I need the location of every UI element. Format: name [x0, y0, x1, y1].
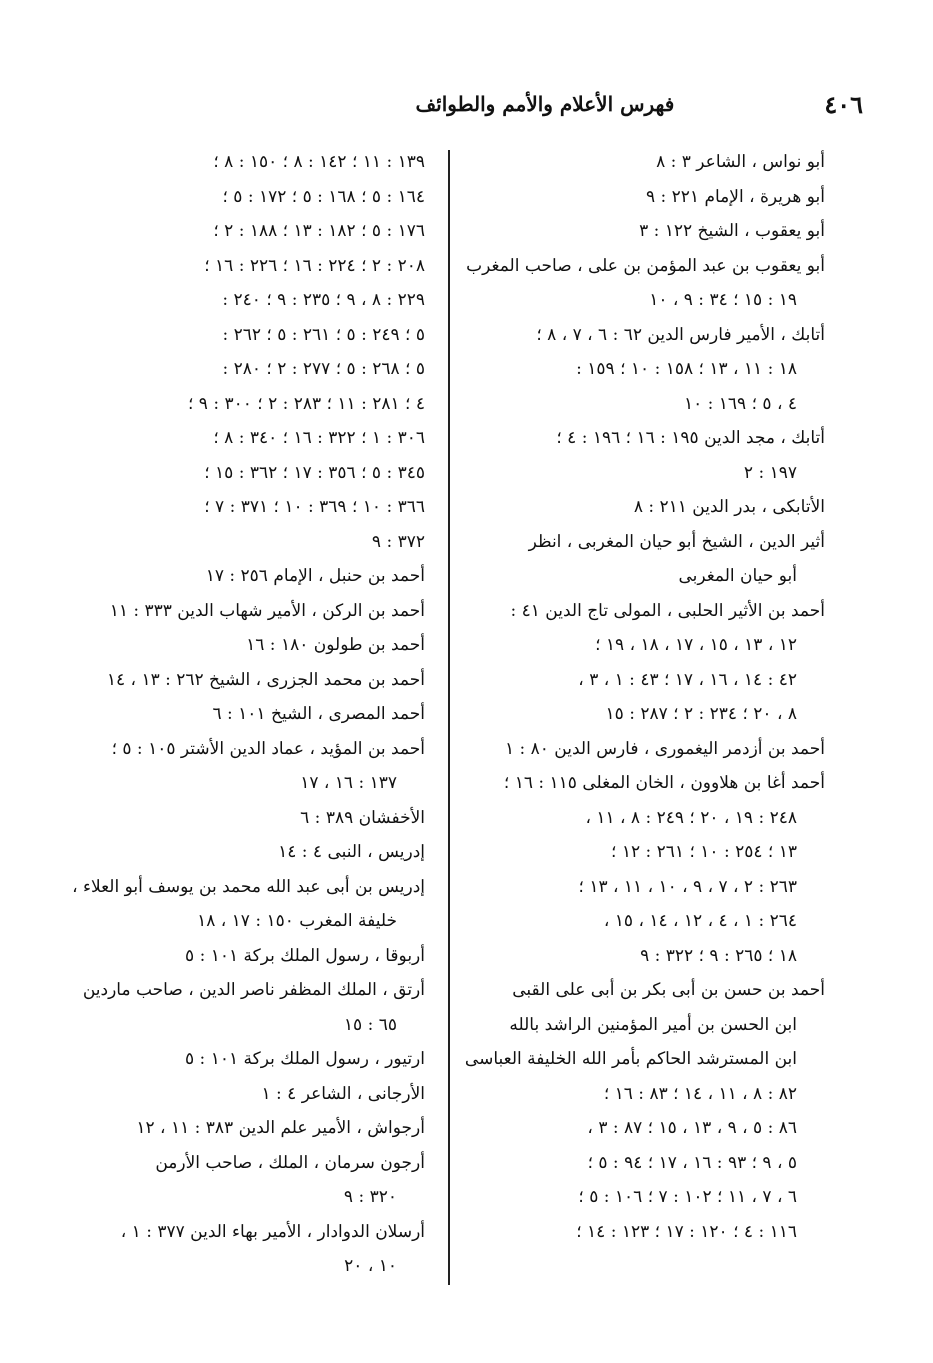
- index-entry-line: ٨٢ : ٨ ، ١١ ، ١٤ ؛ ٨٣ : ١٦ ؛: [603, 1083, 797, 1104]
- index-entry-line: ١٠ ، ٢٠: [344, 1256, 397, 1276]
- index-entry-line: إدريس بن أبى عبد الله محمد بن يوسف أبو العلاء ،: [72, 876, 425, 897]
- index-entry-line: ابن المسترشد الحاكم بأمر الله الخليفة العباسى: [465, 1049, 797, 1069]
- index-entry-line: ٢٦٤ : ١ ، ٤ ، ١٢ ، ١٤ ، ١٥ ،: [603, 911, 797, 931]
- index-entry-line: الأخفشان ٣٨٩ : ٦: [300, 807, 425, 828]
- index-column-left: [65, 145, 425, 1284]
- index-entry-line: ١٢ ، ١٣ ، ١٥ ، ١٧ ، ١٨ ، ١٩ ؛: [595, 635, 797, 655]
- index-entry-line: أحمد بن طولون ١٨٠ : ١٦: [246, 635, 425, 655]
- index-entry-line: أحمد بن الركن ، الأمير شهاب الدين ٣٣٣ : ١١: [109, 600, 425, 621]
- index-entry-line: ٣٧٢ : ٩: [371, 531, 425, 552]
- index-entry-line: أبو يعقوب ، الشيخ ١٢٢ : ٣: [639, 221, 825, 241]
- index-entry-line: ١١٦ : ٤ ؛ ١٢٠ : ١٧ ؛ ١٢٣ : ١٤ ؛: [576, 1221, 797, 1242]
- index-entry-line: أربوقا ، رسول الملك بركة ١٠١ : ٥: [185, 945, 425, 966]
- page-number: ٤٠٦: [824, 89, 863, 119]
- index-entry-line: أبو نواس ، الشاعر ٣ : ٨: [656, 152, 825, 172]
- index-entry-line: أرجون سرمان ، الملك ، صاحب الأرمن: [155, 1152, 425, 1173]
- index-entry-line: ٢٢٩ : ٨ ، ٩ ؛ ٢٣٥ : ٩ ؛ ٢٤٠ :: [222, 290, 425, 310]
- index-entry-line: ٣٦٦ : ١٠ ؛ ٣٦٩ : ١٠ ؛ ٣٧١ : ٧ ؛: [204, 497, 425, 517]
- index-entry-line: ١٨ ؛ ٢٦٥ : ٩ ؛ ٣٢٢ : ٩: [640, 945, 797, 966]
- index-entry-line: ٢٠٨ : ٢ ؛ ٢٢٤ : ١٦ ؛ ٢٢٦ : ١٦ ؛: [204, 255, 425, 276]
- index-entry-line: خليفة المغرب ١٥٠ : ١٧ ، ١٨: [197, 911, 397, 931]
- index-entry-line: أبو يعقوب بن عبد المؤمن بن على ، صاحب المغرب: [466, 255, 825, 276]
- index-entry-line: ٣٢٠ : ٩: [343, 1187, 397, 1207]
- index-entry-line: ٥ ؛ ٢٤٩ : ٥ ؛ ٢٦١ : ٥ ؛ ٢٦٢ :: [222, 324, 425, 345]
- index-entry-line: أحمد أغا بن هلاوون ، الخان المغلى ١١٥ : ١٦ ؛: [503, 773, 825, 793]
- index-entry-line: ٣٤٥ : ٥ ؛ ٣٥٦ : ١٧ ؛ ٣٦٢ : ١٥ ؛: [204, 462, 425, 483]
- index-entry-line: الأتابكى ، بدر الدين ٢١١ : ٨: [633, 497, 825, 517]
- index-column-right: [465, 145, 825, 1249]
- index-entry-line: ٤٢ : ١٤ ، ١٦ ، ١٧ ؛ ٤٣ : ١ ، ٣ ،: [578, 669, 797, 690]
- index-entry-line: أتابك ، مجد الدين ١٩٥ : ١٦ ؛ ١٩٦ : ٤ ؛: [556, 428, 825, 448]
- index-entry-line: أرسلان الدوادار ، الأمير بهاء الدين ٣٧٧ : ١ ،: [120, 1221, 425, 1242]
- index-entry-line: أحمد بن حنبل ، الإمام ٢٥٦ : ١٧: [205, 566, 425, 586]
- index-entry-line: أثير الدين ، الشيخ أبو حيان المغربى ، انظر: [528, 531, 825, 552]
- index-entry-line: ٨٦ : ٥ ، ٩ ، ١٣ ، ١٥ ؛ ٨٧ : ٣ ،: [587, 1118, 797, 1138]
- page-header: [60, 84, 863, 124]
- index-entry-line: ١٧٦ : ٥ ؛ ١٨٢ : ١٣ ؛ ١٨٨ : ٢ ؛: [213, 221, 425, 241]
- index-entry-line: ١٩٧ : ٢: [743, 462, 797, 483]
- index-entry-line: إدريس ، النبى ٤ : ١٤: [278, 842, 425, 862]
- index-entry-line: أحمد بن محمد الجزرى ، الشيخ ٢٦٢ : ١٣ ، ١٤: [106, 669, 425, 690]
- index-entry-line: أرجواش ، الأمير علم الدين ٣٨٣ : ١١ ، ١٢: [136, 1118, 425, 1138]
- index-entry-line: ١٣ ؛ ٢٥٤ : ١٠ ؛ ٢٦١ : ١٢ ؛: [611, 842, 797, 862]
- index-entry-line: ١٣٩ : ١١ ؛ ١٤٢ : ٨ ؛ ١٥٠ : ٨ ؛: [213, 152, 425, 172]
- index-entry-line: ارتيور ، رسول الملك بركة ١٠١ : ٥: [185, 1049, 425, 1069]
- index-entry-line: ٥ ؛ ٢٦٨ : ٥ ؛ ٢٧٧ : ٢ ؛ ٢٨٠ :: [222, 359, 425, 379]
- index-entry-line: أتابك ، الأمير فارس الدين ٦٢ : ٦ ، ٧ ، ٨ ؛: [536, 324, 825, 345]
- index-entry-line: ٤ ، ٥ ؛ ١٦٩ : ١٠: [683, 393, 797, 414]
- index-entry-line: ٣٠٦ : ١ ؛ ٣٢٢ : ١٦ ؛ ٣٤٠ : ٨ ؛: [213, 428, 425, 448]
- page-title: فهرس الأعلام والأمم والطوائف: [415, 92, 675, 116]
- index-entry-line: ابن الحسن بن أمير المؤمنين الراشد بالله: [509, 1014, 797, 1035]
- index-entry-line: ١٨ : ١١ ، ١٣ ؛ ١٥٨ : ١٠ ؛ ١٥٩ :: [576, 359, 797, 379]
- index-entry-line: ٨ ، ٢٠ ؛ ٢٣٤ : ٢ ؛ ٢٨٧ : ١٥: [605, 704, 797, 724]
- index-entry-line: أبو حيان المغربى: [678, 566, 797, 586]
- index-entry-line: أحمد بن الأثير الحلبى ، المولى تاج الدين ٤١ :: [510, 600, 825, 621]
- index-entry-line: أرتق ، الملك المظفر ناصر الدين ، صاحب ماردين: [82, 980, 425, 1000]
- index-entry-line: ١٩ : ١٥ ؛ ٣٤ : ٩ ، ١٠: [649, 290, 797, 310]
- index-entry-line: أحمد بن المؤيد ، عماد الدين الأشتر ١٠٥ : ٥ ؛: [111, 738, 425, 759]
- index-entry-line: ٤ ؛ ٢٨١ : ١١ ؛ ٢٨٣ : ٢ ؛ ٣٠٠ : ٩ ؛: [187, 393, 425, 414]
- index-entry-line: ٢٤٨ : ١٩ ، ٢٠ ؛ ٢٤٩ : ٨ ، ١١ ،: [585, 807, 797, 828]
- index-entry-line: ٢٦٣ : ٢ ، ٧ ، ٩ ، ١٠ ، ١١ ، ١٣ ؛: [578, 876, 797, 897]
- index-entry-line: ٥ ، ٩ ؛ ٩٣ : ١٦ ، ١٧ ؛ ٩٤ : ٥ ؛: [587, 1152, 797, 1173]
- index-entry-line: ١٦٤ : ٥ ؛ ١٦٨ : ٥ ؛ ١٧٢ : ٥ ؛: [222, 186, 425, 207]
- index-entry-line: أحمد بن حسن بن أبى بكر بن أبى على القبى: [512, 980, 825, 1000]
- index-entry-line: أحمد المصرى ، الشيخ ١٠١ : ٦: [212, 704, 425, 724]
- index-entry-line: ٦٥ : ١٥: [343, 1014, 397, 1035]
- index-entry-line: أحمد بن أزدمر اليغمورى ، فارس الدين ٨٠ : ١: [504, 738, 825, 759]
- column-divider: [448, 150, 450, 1285]
- index-entry-line: ١٣٧ : ١٦ ، ١٧: [300, 773, 397, 793]
- index-entry-line: أبو هريرة ، الإمام ٢٢١ : ٩: [645, 186, 825, 207]
- index-entry-line: ٦ ، ٧ ، ١١ ؛ ١٠٢ : ٧ ؛ ١٠٦ : ٥ ؛: [578, 1187, 797, 1207]
- index-entry-line: الأرجانى ، الشاعر ٤ : ١: [261, 1083, 425, 1104]
